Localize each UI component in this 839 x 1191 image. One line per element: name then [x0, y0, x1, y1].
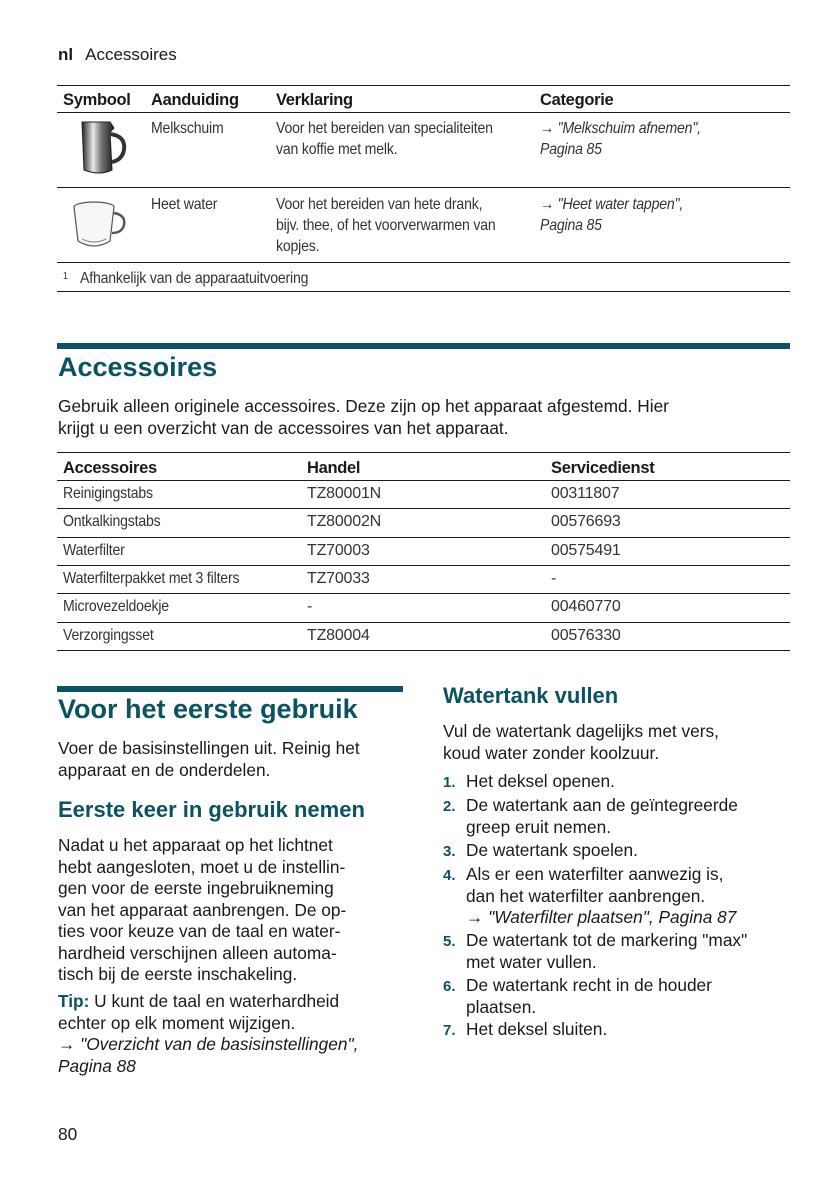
- milk-jug-icon: [70, 118, 130, 185]
- col-header-verklaring: Verklaring: [276, 91, 353, 109]
- acc-cell-handel: -: [307, 598, 313, 616]
- acc-cell-name: Microvezeldoekje: [63, 598, 169, 616]
- acc-col-header-handel: Handel: [307, 459, 361, 477]
- acc-cell-handel: TZ80004: [307, 626, 370, 644]
- table-rule-header: [57, 112, 790, 113]
- language-code: nl: [58, 45, 74, 64]
- acc-cell-service: 00576693: [551, 513, 621, 531]
- acc-cell-handel: TZ80001N: [307, 485, 381, 502]
- acc-row-rule: [57, 537, 790, 538]
- section-rule-eerste-gebruik: [57, 686, 403, 692]
- acc-row-rule: [57, 593, 790, 594]
- acc-cell-service: -: [551, 569, 557, 587]
- acc-row-rule: [57, 508, 790, 509]
- acc-row-rule: [57, 565, 790, 566]
- acc-cell-handel: TZ70033: [307, 569, 370, 587]
- col-header-categorie: Categorie: [540, 91, 614, 109]
- row-desc-heet-water: Voor het bereiden van hete drank, bijv. thee, of het voorverwarmen van kopjes.: [276, 196, 496, 255]
- table-rule-row2: [57, 262, 790, 263]
- col-header-symbool: Symbool: [63, 91, 131, 109]
- row-name-heet-water: Heet water: [151, 196, 218, 213]
- section-title-eerste-gebruik: Voor het eerste gebruik: [58, 694, 358, 724]
- row-name-melkschuim: Melkschuim: [151, 120, 224, 137]
- row-link-heet-water[interactable]: → "Heet water tappen", Pagina 85: [540, 196, 684, 234]
- table-rule-row1: [57, 187, 790, 188]
- tip-paragraph: Tip: U kunt de taal en waterhardheid echter op elk moment wijzigen. → "Overzicht van de basisinstellingen", Pagina 88: [58, 991, 408, 1077]
- acc-col-header-servicedienst: Servicedienst: [551, 459, 655, 477]
- eerste-keer-body: Nadat u het apparaat op het lichtnet hebt aangesloten, moet u de instellin- gen voor de eerste ingebruikneming van het apparaat aanbrengen. De op- ties voor keuze van de taal en water- hardheid verschijnen alleen automa- tisch bij de eerste inschakeling.: [58, 835, 347, 984]
- table-rule-top: [57, 85, 790, 86]
- eerste-gebruik-intro: Voer de basisinstellingen uit. Reinig het apparaat en de onderdelen.: [58, 738, 360, 780]
- acc-cell-handel: TZ80002N: [307, 513, 381, 531]
- acc-cell-name: Waterfilter: [63, 541, 125, 559]
- acc-cell-name: Waterfilterpakket met 3 filters: [63, 569, 240, 587]
- tip-link[interactable]: → "Overzicht van de basisinstellingen", Pagina 88: [58, 1034, 359, 1076]
- tip-label: Tip:: [58, 991, 90, 1011]
- watertank-intro: Vul de watertank dagelijks met vers, koud water zonder koolzuur.: [443, 721, 719, 763]
- acc-cell-handel: TZ70003: [307, 541, 370, 559]
- acc-cell-name: Ontkalkingstabs: [63, 513, 161, 531]
- row-link-melkschuim[interactable]: → "Melkschuim afnemen", Pagina 85: [540, 120, 701, 158]
- accessoires-intro: Gebruik alleen originele accessoires. Deze zijn op het apparaat afgestemd. Hier krijgt u een overzicht van de accessoires van het apparaat.: [58, 396, 669, 438]
- table-rule-bottom: [57, 291, 790, 292]
- acc-table-rule-header: [57, 480, 790, 481]
- acc-cell-service: 00460770: [551, 598, 621, 616]
- col-header-aanduiding: Aanduiding: [151, 91, 239, 109]
- glass-cup-icon: [70, 195, 130, 260]
- acc-cell-service: 00311807: [551, 485, 620, 502]
- footnote-mark: 1: [63, 271, 68, 282]
- footnote-text: Afhankelijk van de apparaatuitvoering: [80, 270, 309, 287]
- acc-cell-name: Verzorgingsset: [63, 626, 154, 644]
- subsection-title-watertank: Watertank vullen: [443, 683, 619, 708]
- step-4-link[interactable]: → "Waterfilter plaatsen", Pagina 87: [466, 907, 737, 927]
- page-number: 80: [58, 1124, 78, 1144]
- section-rule-accessoires: [57, 343, 790, 349]
- subsection-title-eerste-keer: Eerste keer in gebruik nemen: [58, 797, 365, 822]
- acc-col-header-accessoires: Accessoires: [63, 459, 157, 477]
- acc-cell-service: 00575491: [551, 541, 621, 559]
- section-title-accessoires: Accessoires: [58, 352, 218, 382]
- acc-cell-name: Reinigingstabs: [63, 485, 153, 502]
- header-section: Accessoires: [85, 45, 177, 64]
- acc-row-rule: [57, 650, 790, 651]
- acc-table-rule-top: [57, 452, 790, 453]
- acc-row-rule: [57, 622, 790, 623]
- row-desc-melkschuim: Voor het bereiden van specialiteiten van koffie met melk.: [276, 120, 493, 158]
- acc-cell-service: 00576330: [551, 626, 621, 644]
- page-header: [58, 45, 177, 65]
